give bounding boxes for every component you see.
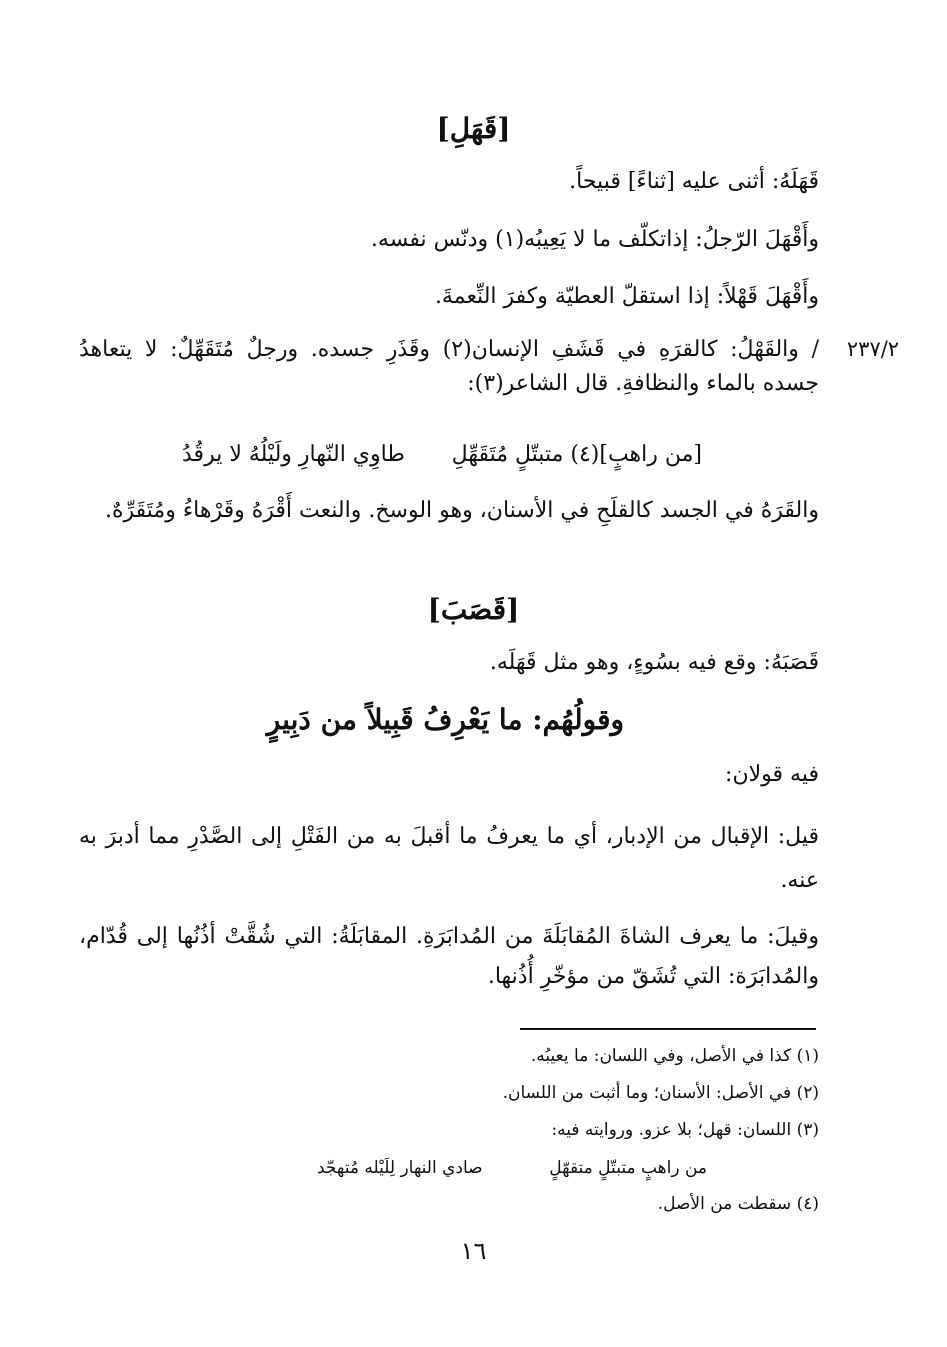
footnote-verse-first-hemistich: من راهبٍ متبتّلٍ متقهّلٍ (549, 1158, 707, 1178)
text-line: فيه قولان: (725, 762, 819, 787)
idiom-heading: وقولُهُم: ما يَعْرِفُ قَبِيلاً من دَبِيرٍ (266, 703, 624, 736)
verse-first-hemistich: [من راهبٍ](٤) متبتّلٍ مُتَقَهِّلِ (451, 442, 702, 467)
footnote-3: (٣) اللسان: قهل؛ بلا عزو. وروايته فيه: (551, 1120, 819, 1140)
page-number: ١٦ (460, 1237, 487, 1265)
text-line: قَهَلَهُ: أثنى عليه [ثناءً] قبيحاً. (569, 169, 819, 194)
poetry-verse (182, 439, 702, 471)
footnote-divider (520, 1028, 816, 1030)
text-line: وأَقْهَلَ الرّجلُ: إذاتكلّف ما لا يَعِيبُه(١) ودنّس نفسه. (370, 227, 819, 252)
entry-heading-qasab: [قَصَبَ] (427, 593, 520, 626)
footnote-2: (٢) في الأصل: الأسنان؛ وما أثبت من اللسان. (502, 1083, 819, 1103)
text-line: وأَقْهَلَ قَهْلاً: إذا استقلّ العطيّة وكفرَ النِّعمةَ. (434, 284, 819, 309)
text-line: قَصَبَهُ: وقع فيه بسُوءٍ، وهو مثل قَهَلَه. (489, 650, 819, 675)
margin-page-reference: ٢٣٧/٢ (846, 337, 900, 361)
footnote-verse (317, 1155, 707, 1181)
paragraph-second-opinion: وقيلَ: ما يعرف الشاةَ المُقابَلَةَ من المُدابَرَةِ. المقابَلَةُ: التي شُقَّتْ أذُنُها إلى قُدّام، والمُدابَرَة: التي تُشَقّ من مؤخّرِ أُذُنها. (79, 924, 819, 989)
verse-second-hemistich: طاوِي النّهارِ ولَيْلُهُ لا يرقُدُ (182, 442, 405, 467)
entry-heading-qahal: [قَهَلِ] (436, 112, 511, 145)
paragraph-qahl-definition: / والقَهْلُ: كالقرَهِ في قَشَفِ الإنسان(٢) وقَذَرِ جسده. ورجلٌ مُتَقَهِّلٌ: لا يتعاهدُ جسده بالماء والنظافةِ. قال الشاعر(٣): (79, 337, 819, 396)
footnote-verse-second-hemistich: صادي النهار لِلَيْله مُتهجّد (317, 1158, 483, 1178)
paragraph-qarah: والقَرَهُ في الجسد كالقلَحِ في الأسنان، وهو الوسخ. والنعت أَقْرَهُ وقَرْهاءُ ومُتَقَرِّهٌ. (105, 498, 819, 523)
paragraph-first-opinion: قيل: الإقبال من الإدبار، أي ما يعرفُ ما أقبلَ به من الفَتْلِ إلى الصَّدْرِ مما أدبرَ به عنه. (79, 824, 819, 893)
footnote-1: (١) كذا في الأصل، وفي اللسان: ما يعيبُه. (530, 1046, 819, 1066)
footnote-4: (٤) سقطت من الأصل. (657, 1194, 819, 1214)
